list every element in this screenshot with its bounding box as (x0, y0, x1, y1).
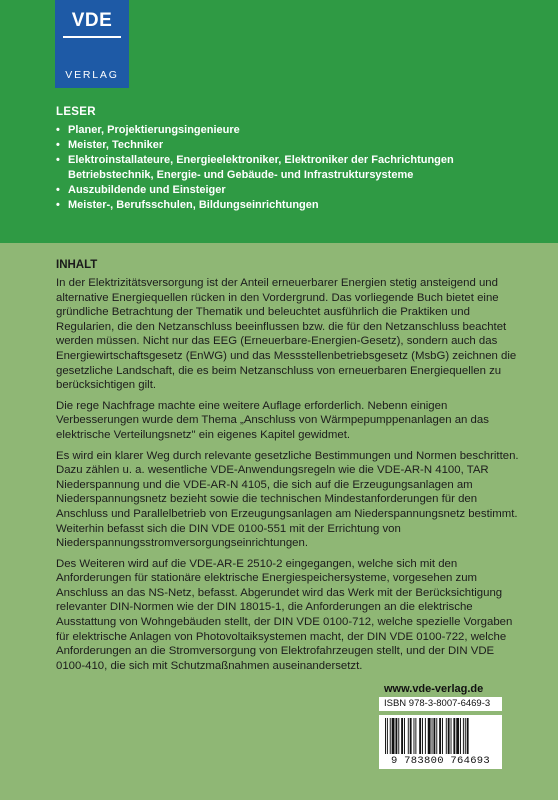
leser-item (56, 198, 526, 213)
bullet-icon: • (56, 139, 60, 151)
inhalt-section (56, 259, 524, 679)
inhalt-paragraph: Es wird ein klarer Weg durch relevante gesetzliche Bestimmungen und Normen beschritten. Dazu zählen u. a. wesentliche VDE-Anwendungsregeln wie die VDE-AR-N 4100, TAR Niederspannung und die VDE-AR-N 4105, die sich auf die Erzeugungsanlagen am Niederspannungsnetz bezieht sowie die technischen Mindestanforderungen für den Anschluss und Parallelbetrieb von Erzeugungsanlagen am Niederspannungsnetz bestimmt. Weiterhin befasst sich die DIN VDE 0100-551 mit der Errichtung von Niederspannungsstromversorgungseinrichtungen. (56, 449, 519, 550)
leser-item (56, 153, 526, 182)
logo-brand: VDE (71, 10, 113, 31)
bullet-icon: • (56, 198, 60, 211)
publisher-url[interactable]: www.vde-verlag.de (384, 683, 484, 695)
inhalt-paragraph: In der Elektrizitätsversorgung ist der Anteil erneuerbarer Energien stetig ansteigend und alternative Energiequellen rücken in den Vordergrund. Das vorliegende Buch bietet eine gründliche Betrachtung der Thematik und beleuchtet ausführlich die Praktiken und Regularien, die den Netzanschluss beeinflussen bzw. die für den Netzanschluss beachtet werden müssen. Nicht nur das EEG (Erneuerbare-Energien-Gesetz), sondern auch das Energiewirtschaftsgesetz (EnWG) und das Messstellenbetriebsgesetz (MsbG) zeichnen die gesetzliche Landschaft, die es beim Netzanschluss von erneuerbaren Energiequellen zu berücksichtigen gilt. (56, 277, 517, 392)
leser-list (56, 123, 526, 212)
barcode (379, 715, 502, 769)
barcode-digits: 9 783800 764693 (390, 755, 490, 767)
leser-item-text: Meister-, Berufsschulen, Bildungseinrichtungen (68, 198, 319, 211)
logo-divider (63, 36, 121, 38)
bullet-icon: • (56, 183, 60, 196)
leser-item (56, 183, 526, 198)
leser-item-text: Elektroinstallateure, Energieelektroniker, Elektroniker der Fachrichtungen Betriebstechnik, Energie- und Gebäude- und Infrastruktursysteme (68, 154, 454, 181)
inhalt-heading: INHALT (56, 259, 98, 271)
leser-item-text: Auszubildende und Einsteiger (68, 183, 226, 196)
leser-item (56, 138, 526, 153)
isbn-label: ISBN 978-3-8007-6469-3 (379, 697, 502, 711)
logo-sub: VERLAG (65, 69, 119, 81)
leser-item-text: Meister, Techniker (68, 139, 164, 151)
leser-item (56, 123, 526, 138)
vde-verlag-logo (55, 0, 129, 88)
barcode-bars (385, 718, 496, 756)
inhalt-paragraph: Des Weiteren wird auf die VDE-AR-E 2510-2 eingegangen, welche sich mit den Anforderungen für stationäre elektrische Energiespeichersysteme, vorgesehen zum Anschluss an das NS-Netz, befasst. Abgerundet wird das Werk mit der Berücksichtigung relevanter DIN-Normen wie der DIN 18015-1, die Anforderungen an die elektrische Ausstattung von Wohngebäuden stellt, der DIN VDE 0100-712, welche spezielle Vorgaben für elektrische Anlagen von Photovoltaiksystemen macht, der DIN VDE 0100-722, welche Anforderungen an die Stromversorgung von Elektrofahrzeugen stellt, und der DIN VDE 0100-410, die sich mit Schutzmaßnahmen auseinandersetzt. (56, 557, 513, 672)
leser-item-text: Planer, Projektierungsingenieure (68, 124, 240, 136)
bullet-icon: • (56, 154, 60, 166)
bullet-icon: • (56, 124, 60, 136)
leser-heading: LESER (56, 106, 96, 118)
leser-section (56, 106, 526, 213)
inhalt-paragraph: Die rege Nachfrage machte eine weitere Auflage erforderlich. Nebenn einigen Verbesserungen wurde dem Thema „Anschluss von Wärmpepumppenanlagen an das elektrische Verteilungsnetz" ein eigenes Kapitel gewidmet. (56, 399, 489, 441)
